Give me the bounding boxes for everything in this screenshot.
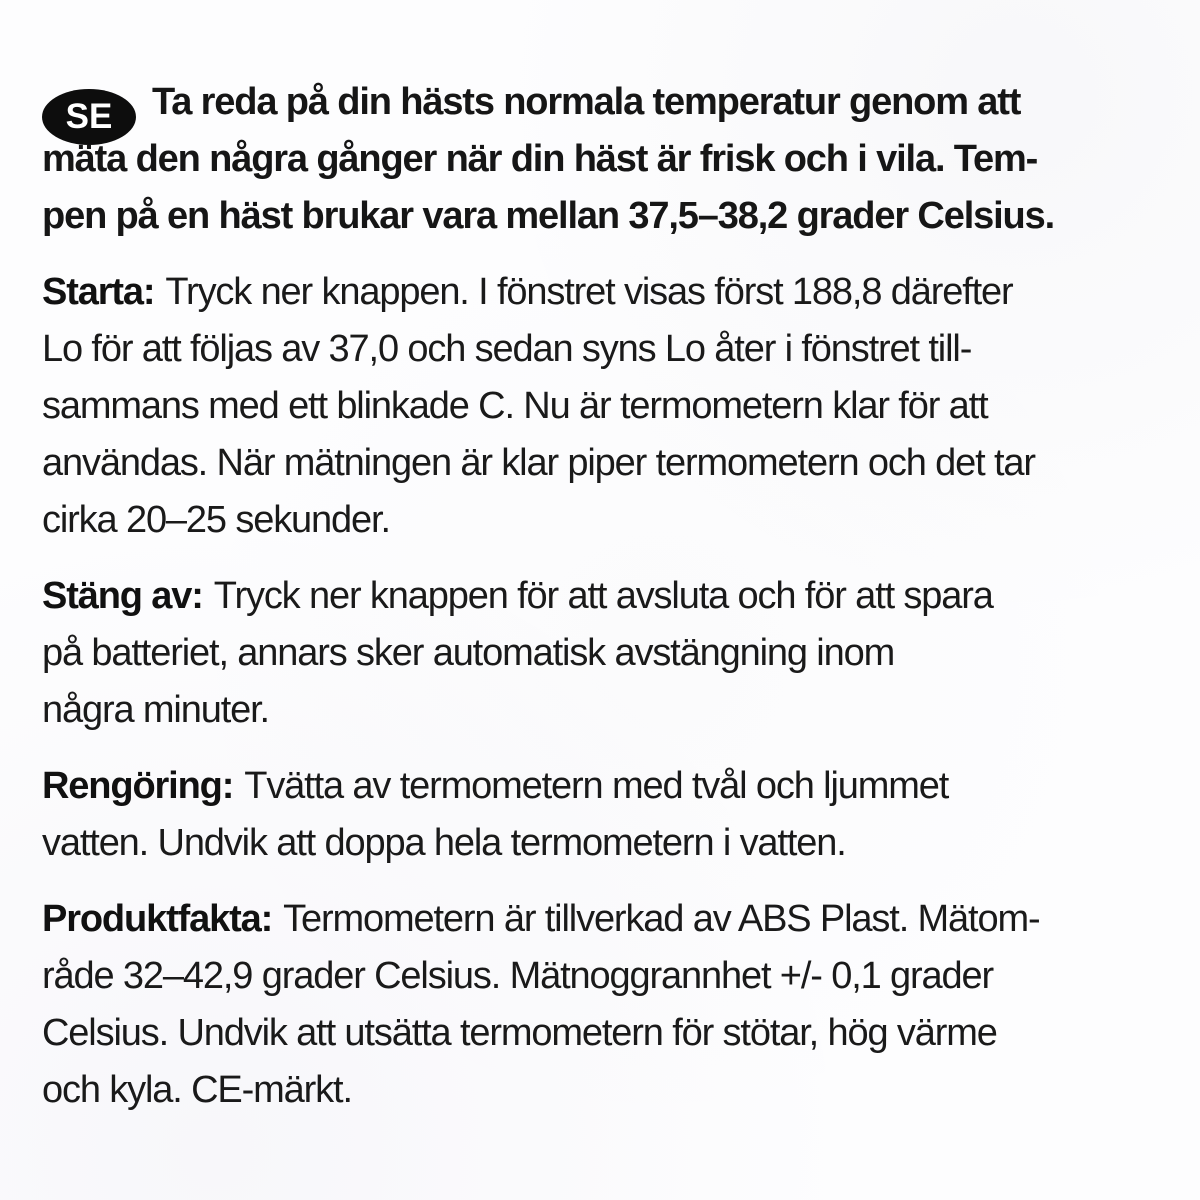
section-produktfakta-label: Produktfakta: [42,898,273,940]
section-produktfakta-line-4: och kyla. CE-märkt. [42,1069,352,1111]
section-rengoring-line-1-text: Tvätta av termometern med tvål och ljummet [244,765,949,807]
section-rengoring-line-2: vatten. Undvik att doppa hela termometern i vatten. [42,822,846,864]
section-stang-av [42,568,1162,739]
section-starta-line-1-text: Tryck ner knappen. I fönstret visas först 188,8 därefter [165,271,1013,313]
section-rengoring [42,758,1162,872]
section-rengoring-line-1 [42,758,1162,815]
section-starta-label: Starta: [42,271,155,313]
section-produktfakta [42,891,1162,1119]
intro-line-3: pen på en häst brukar vara mellan 37,5–38,2 grader Celsius. [42,195,1055,237]
section-starta-line-2: Lo för att följas av 37,0 och sedan syns Lo åter i fönstret till- [42,328,972,370]
section-stang-av-line-1 [42,568,1162,625]
intro-line-1 [42,74,1162,136]
se-language-badge: SE [42,89,136,145]
section-produktfakta-line-3: Celsius. Undvik att utsätta termometern för stötar, hög värme [42,1012,997,1054]
section-starta-line-1 [42,264,1162,321]
section-stang-av-label: Stäng av: [42,575,203,617]
section-produktfakta-line-2: råde 32–42,9 grader Celsius. Mätnoggrannhet +/- 0,1 grader [42,955,994,997]
intro-line-1-text: Ta reda på din hästs normala temperatur genom att [152,81,1021,123]
section-produktfakta-line-1-text: Termometern är tillverkad av ABS Plast. Mätom- [283,898,1040,940]
section-stang-av-line-3: några minuter. [42,689,269,731]
section-rengoring-label: Rengöring: [42,765,234,807]
section-produktfakta-line-1 [42,891,1162,948]
section-stang-av-line-1-text: Tryck ner knappen för att avsluta och för att spara [213,575,993,617]
section-starta-line-4: användas. När mätningen är klar piper termometern och det tar [42,442,1035,484]
section-stang-av-line-2: på batteriet, annars sker automatisk avstängning inom [42,632,895,674]
section-starta [42,264,1162,549]
section-starta-line-3: sammans med ett blinkade C. Nu är termometern klar för att [42,385,988,427]
intro-line-2: mäta den några gånger när din häst är frisk och i vila. Tem- [42,138,1038,180]
intro-paragraph [42,74,1162,245]
section-starta-line-5: cirka 20–25 sekunder. [42,499,390,541]
